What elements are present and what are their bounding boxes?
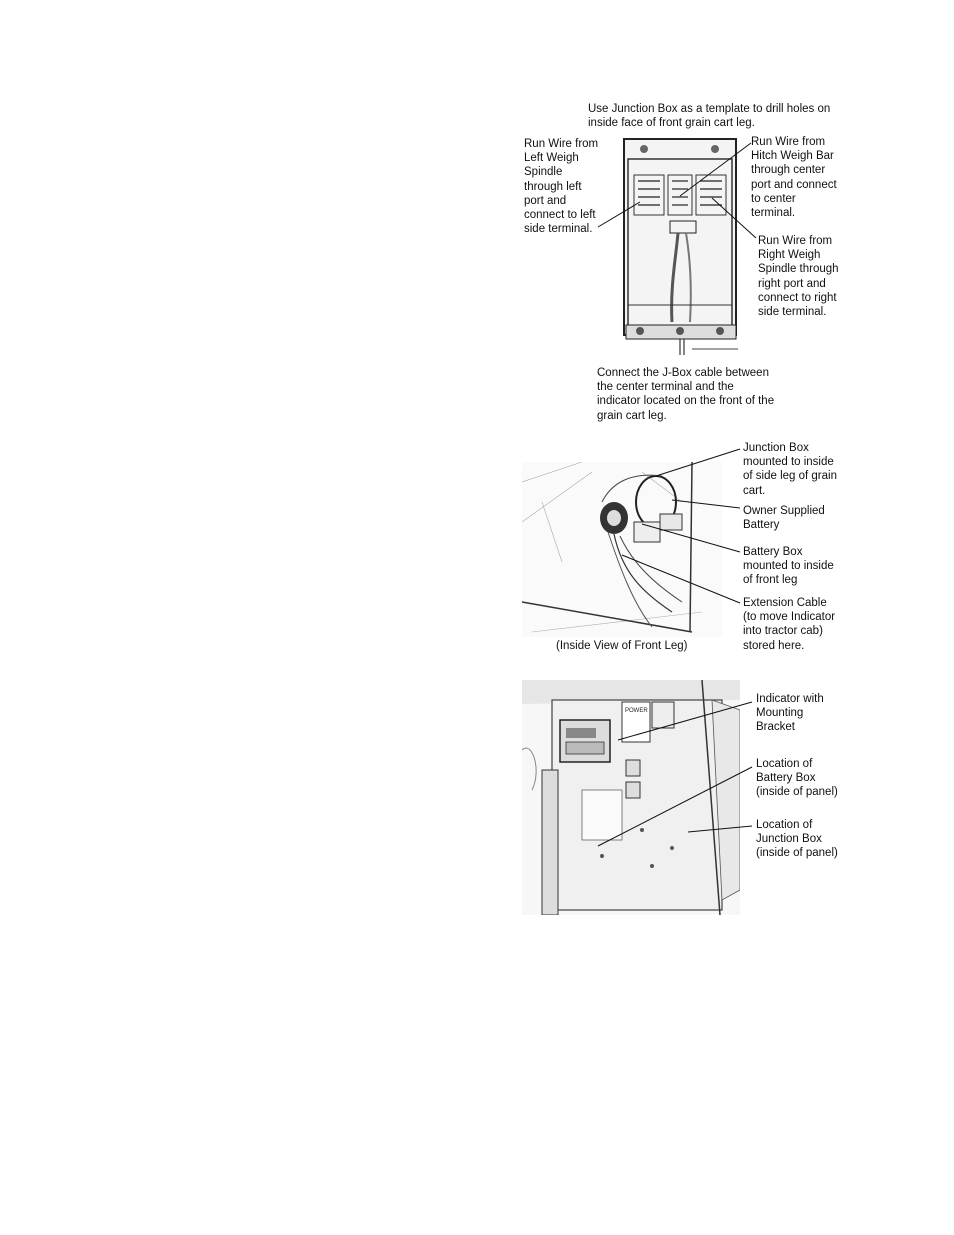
indicator-bracket-label: Indicator with Mounting Bracket bbox=[756, 693, 824, 734]
battery-box-mount-label: Battery Box mounted to inside of front leg bbox=[743, 546, 834, 587]
right-spindle-label: Run Wire from Right Weigh Spindle through right port and connect to right side terminal. bbox=[758, 235, 839, 319]
junction-box-location-label: Location of Junction Box (inside of panel) bbox=[756, 819, 838, 860]
hitch-weigh-bar-label: Run Wire from Hitch Weigh Bar through center port and connect to center terminal. bbox=[751, 136, 837, 220]
extension-cable-label: Extension Cable (to move Indicator into tractor cab) stored here. bbox=[743, 597, 836, 652]
figure1-top-caption: Use Junction Box as a template to drill holes on inside face of front grain cart leg. bbox=[588, 103, 831, 130]
left-spindle-label: Run Wire from Left Weigh Spindle through left port and connect to left side terminal. bbox=[524, 138, 599, 236]
figure1-bottom-caption: Connect the J-Box cable between the center terminal and the indicator located on the front of the grain cart leg. bbox=[597, 367, 775, 422]
junction-box-mount-label: Junction Box mounted to inside of side leg of grain cart. bbox=[743, 442, 837, 497]
power-sticker-text: POWER bbox=[625, 708, 648, 714]
figure2-caption: (Inside View of Front Leg) bbox=[556, 640, 688, 652]
battery-box-location-label: Location of Battery Box (inside of panel) bbox=[756, 758, 838, 799]
owner-battery-label: Owner Supplied Battery bbox=[743, 505, 825, 532]
